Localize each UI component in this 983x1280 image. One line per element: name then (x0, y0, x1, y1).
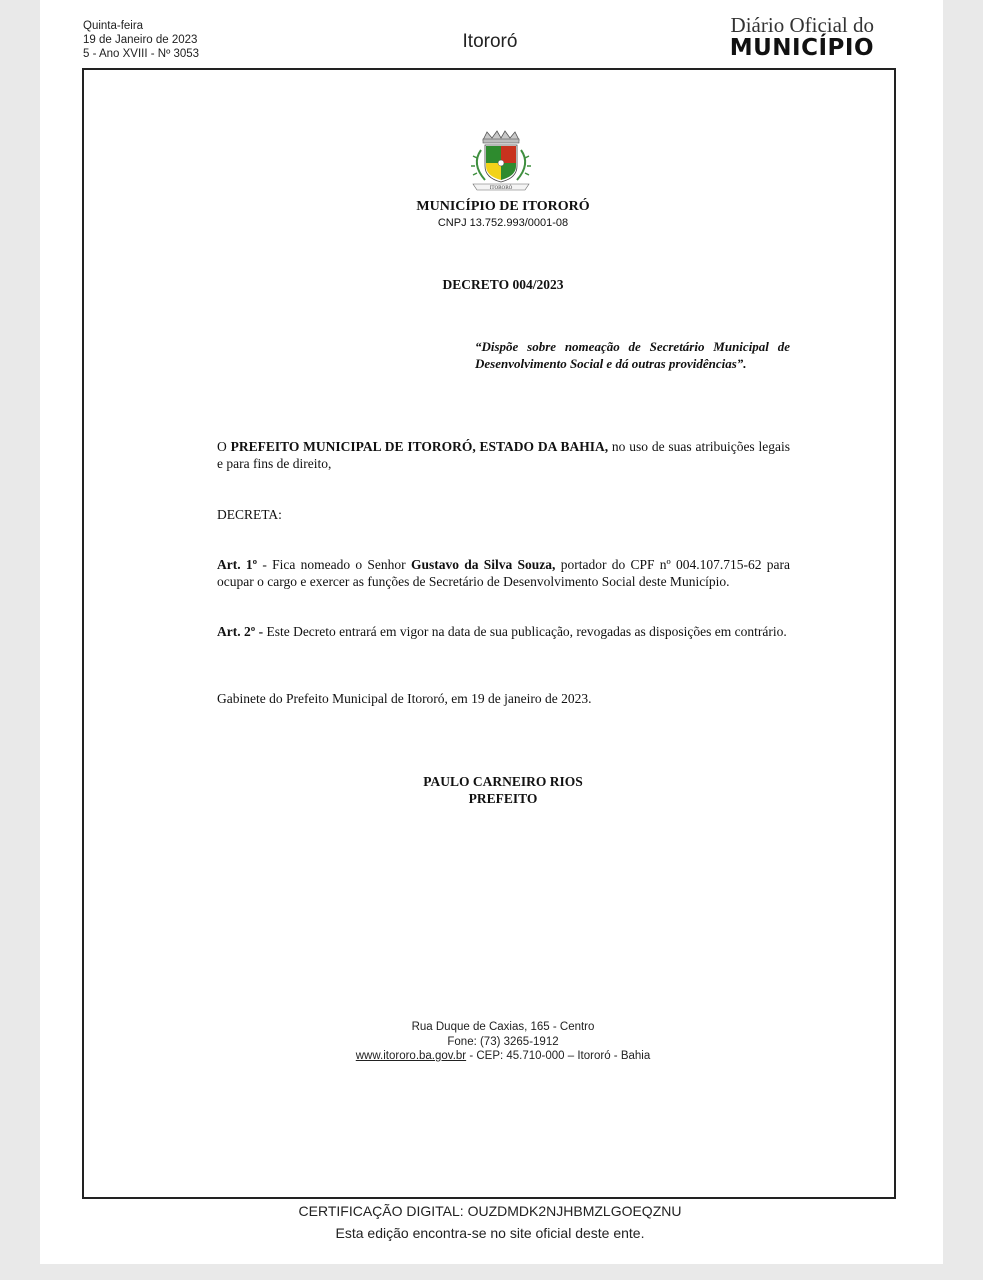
article-2-text: Este Decreto entrará em vigor na data de sua publicação, revogadas as disposições em contrário. (263, 624, 787, 639)
signer-name: PAULO CARNEIRO RIOS (423, 774, 583, 789)
preamble-prefix: O (217, 439, 231, 454)
edition-date: 19 de Janeiro de 2023 (83, 34, 198, 46)
municipality-name: MUNICÍPIO DE ITORORÓ (416, 199, 590, 214)
city-name: Itororó (462, 31, 518, 52)
phone-line: Fone: (73) 3265-1912 (447, 1035, 559, 1048)
article-2-label: Art. 2º - (217, 624, 264, 639)
edition-info (83, 19, 199, 61)
article-1-text-a: - Fica nomeado o Senhor (257, 557, 411, 572)
edition-note: Esta edição encontra-se no site oficial deste ente. (335, 1225, 645, 1241)
cnpj: CNPJ 13.752.993/0001-08 (437, 217, 569, 229)
cep-text: - CEP: 45.710-000 – Itororó - Bahia (466, 1050, 651, 1062)
digital-certification: CERTIFICAÇÃO DIGITAL: OUZDMDK2NJHBMZLGOEQZNU (298, 1203, 682, 1219)
decreta-heading: DECRETA: (217, 507, 282, 522)
signer-title: PREFEITO (468, 791, 538, 806)
logo-line-1: Diário Oficial do (730, 13, 874, 37)
edition-weekday: Quinta-feira (83, 20, 144, 32)
address-line: Rua Duque de Caxias, 165 - Centro (411, 1021, 595, 1033)
appointee-name: Gustavo da Silva Souza, (410, 557, 556, 572)
decree-summary: “Dispõe sobre nomeação de Secretário Municipal de Desenvolvimento Social e dá outras providências”. (475, 339, 790, 371)
article-1 (217, 556, 790, 590)
preamble (217, 438, 790, 472)
crest-label: ITORORÓ (489, 186, 513, 191)
logo-line-2: MUNICÍPIO (729, 35, 874, 61)
decree-title: DECRETO 004/2023 (442, 277, 564, 292)
article-2 (217, 623, 790, 640)
diario-oficial-logo (714, 14, 874, 60)
website-link[interactable]: www.itororo.ba.gov.br (355, 1050, 467, 1062)
article-1-text-b: portador do CPF nº 004.107.715-62 para ocupar o cargo e exercer as funções de Secretário de Desenvolvimento Social deste Município. (217, 557, 790, 589)
municipal-crest-icon (455, 128, 547, 194)
preamble-authority: PREFEITO MUNICIPAL DE ITORORÓ, ESTADO DA BAHIA, (230, 439, 609, 454)
address-block (283, 1020, 723, 1064)
preamble-rest: no uso de suas atribuições legais e para fins de direito, (217, 439, 791, 471)
closing-line: Gabinete do Prefeito Municipal de Itororó, em 19 de janeiro de 2023. (217, 691, 592, 706)
website-line (283, 1049, 723, 1064)
article-1-label: Art. 1º (217, 557, 258, 572)
edition-number: 5 - Ano XVIII - Nº 3053 (83, 48, 200, 60)
